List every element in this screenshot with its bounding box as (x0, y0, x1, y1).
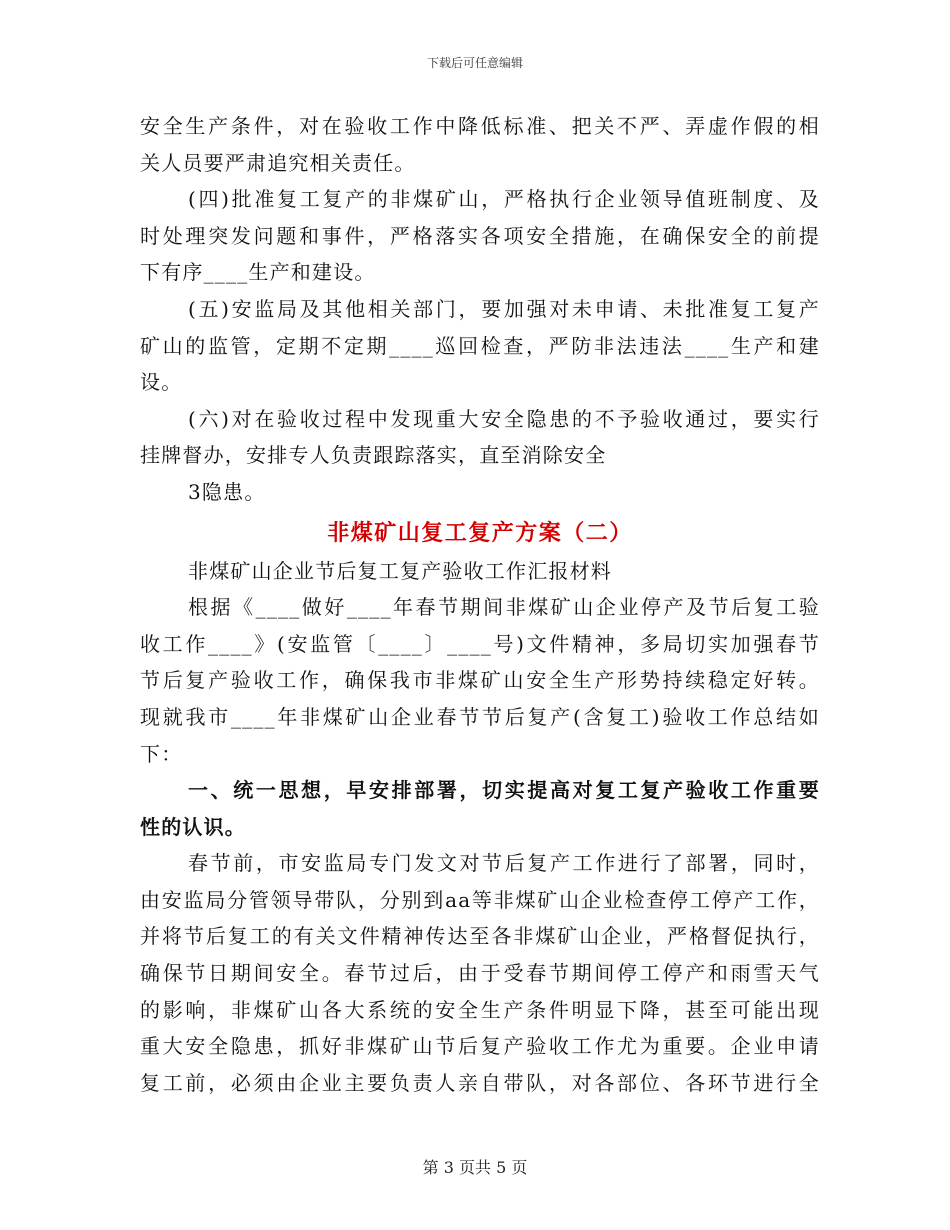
paragraph-line: 3隐患。 (188, 479, 266, 504)
paragraph-line: 非煤矿山企业节后复工复产验收工作汇报材料 (188, 558, 612, 583)
paragraph-line: 根据《____做好____年春节期间非煤矿山企业停产及节后复工验 (188, 595, 820, 620)
paragraph-line: 的影响，非煤矿山各大系统的安全生产条件明显下降，甚至可能出现 (140, 997, 820, 1022)
section-title: 非煤矿山复工复产方案（二） (327, 519, 633, 546)
paragraph-line: 挂牌督办，安排专人负责跟踪落实，直至消除安全 (140, 443, 607, 468)
paragraph-line: 安全生产条件，对在验收工作中降低标准、把关不严、弄虚作假的相 (140, 114, 820, 138)
paragraph-line: 重大安全隐患，抓好非煤矿山节后复产验收工作尤为重要。企业申请 (140, 1034, 820, 1059)
paragraph-line: 收工作____》(安监管〔____〕____号)文件精神，多局切实加强春节 (140, 631, 820, 656)
paragraph-line: (四)批准复工复产的非煤矿山，严格执行企业领导值班制度、及 (188, 187, 820, 212)
paragraph-line: 现就我市____年非煤矿山企业春节节后复产(含复工)验收工作总结如 (140, 704, 820, 729)
document-body (140, 108, 820, 1101)
paragraph-line: 确保节日期间安全。春节过后，由于受春节期间停工停产和雨雪天气 (140, 961, 820, 986)
page-footer: 第 3 页共 5 页 (422, 1158, 528, 1177)
paragraph-line: 下： (140, 741, 183, 766)
paragraph-line: 并将节后复工的有关文件精神传达至各非煤矿山企业，严格督促执行， (140, 924, 820, 949)
paragraph-line: 春节前，市安监局专门发文对节后复产工作进行了部署，同时， (188, 851, 820, 876)
paragraph-line: 节后复产验收工作，确保我市非煤矿山安全生产形势持续稳定好转。 (140, 668, 820, 693)
paragraph-line: 复工前，必须由企业主要负责人亲自带队，对各部位、各环节进行全 (140, 1070, 820, 1095)
paragraph-line: (六)对在验收过程中发现重大安全隐患的不予验收通过，要实行 (188, 406, 820, 431)
paragraph-line: 下有序____生产和建设。 (140, 260, 376, 285)
paragraph-line: (五)安监局及其他相关部门，要加强对未申请、未批准复工复产 (188, 296, 820, 321)
paragraph-line: 设。 (140, 370, 183, 395)
paragraph-line: 由安监局分管领导带队，分别到aa等非煤矿山企业检查停工停产工作， (140, 887, 820, 912)
section-heading-line: 一、统一思想，早安排部署，切实提高对复工复产验收工作重要 (188, 778, 820, 803)
paragraph-line: 矿山的监管，定期不定期____巡回检查，严防非法违法____生产和建 (140, 333, 820, 358)
header-note: 下载后可任意编辑 (426, 56, 523, 70)
paragraph-line: 关人员要严肃追究相关责任。 (140, 150, 416, 175)
section-heading-line: 性的认识。 (140, 814, 246, 839)
paragraph-line: 时处理突发问题和事件，严格落实各项安全措施，在确保安全的前提 (140, 223, 820, 248)
